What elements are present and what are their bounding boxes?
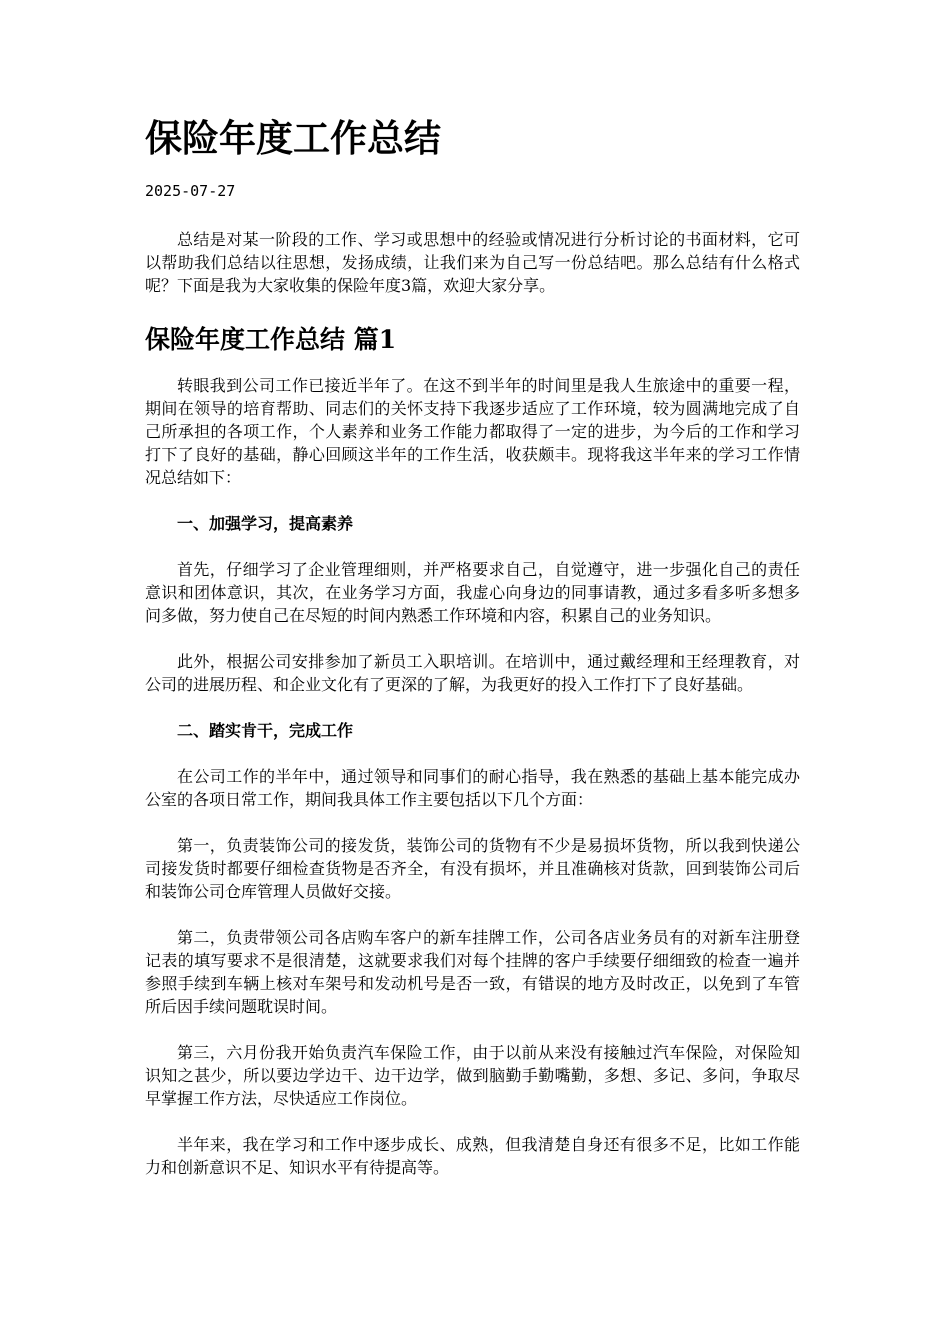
paragraph: 半年来，我在学习和工作中逐步成长、成熟，但我清楚自身还有很多不足，比如工作能力和创新意识不足、知识水平有待提高等。: [145, 1135, 800, 1177]
paragraph: 转眼我到公司工作已接近半年了。在这不到半年的时间里是我人生旅途中的重要一程，期间在领导的培育帮助、同志们的关怀支持下我逐步适应了工作环境，较为圆满地完成了自己所承担的各项工作，个人素养和业务工作能力都取得了一定的进步，为今后的工作和学习打下了良好的基础，静心回顾这半年的工作生活，收获颇丰。现将我这半年来的学习工作情况总结如下：: [145, 376, 800, 487]
paragraph: 第二，负责带领公司各店购车客户的新车挂牌工作，公司各店业务员有的对新车注册登记表的填写要求不是很清楚，这就要求我们对每个挂牌的客户手续要仔细细致的检查一遍并参照手续到车辆上核对车架号和发动机号是否一致，有错误的地方及时改正，以免到了车管所后因手续问题耽误时间。: [145, 928, 800, 1016]
document-date: 2025-07-27: [145, 182, 236, 200]
sub-heading: 二、踏实肯干，完成工作: [177, 721, 354, 740]
document-title: 保险年度工作总结: [145, 116, 441, 160]
sub-heading: 一、加强学习，提高素养: [177, 514, 354, 533]
section-title: 保险年度工作总结 篇1: [145, 325, 397, 354]
paragraph: 在公司工作的半年中，通过领导和同事们的耐心指导，我在熟悉的基础上基本能完成办公室的各项日常工作，期间我具体工作主要包括以下几个方面：: [145, 767, 800, 809]
paragraph: 第一，负责装饰公司的接发货，装饰公司的货物有不少是易损坏货物，所以我到快递公司接发货时都要仔细检查货物是否齐全，有没有损坏，并且准确核对货款，回到装饰公司后和装饰公司仓库管理人员做好交接。: [145, 836, 800, 901]
paragraph: 此外，根据公司安排参加了新员工入职培训。在培训中，通过戴经理和王经理教育，对公司的进展历程、和企业文化有了更深的了解，为我更好的投入工作打下了良好基础。: [145, 652, 800, 694]
paragraph: 首先，仔细学习了企业管理细则，并严格要求自己，自觉遵守，进一步强化自己的责任意识和团体意识，其次，在业务学习方面，我虚心向身边的同事请教，通过多看多听多想多问多做，努力使自己在尽短的时间内熟悉工作环境和内容，积累自己的业务知识。: [145, 560, 800, 625]
intro-paragraph: 总结是对某一阶段的工作、学习或思想中的经验或情况进行分析讨论的书面材料，它可以帮助我们总结以往思想，发扬成绩，让我们来为自己写一份总结吧。那么总结有什么格式呢？下面是我为大家收集的保险年度3篇，欢迎大家分享。: [145, 230, 800, 295]
paragraph: 第三，六月份我开始负责汽车保险工作，由于以前从来没有接触过汽车保险，对保险知识知之甚少，所以要边学边干、边干边学，做到脑勤手勤嘴勤，多想、多记、多问，争取尽早掌握工作方法，尽快适应工作岗位。: [145, 1043, 800, 1108]
document-page: [145, 110, 800, 1202]
